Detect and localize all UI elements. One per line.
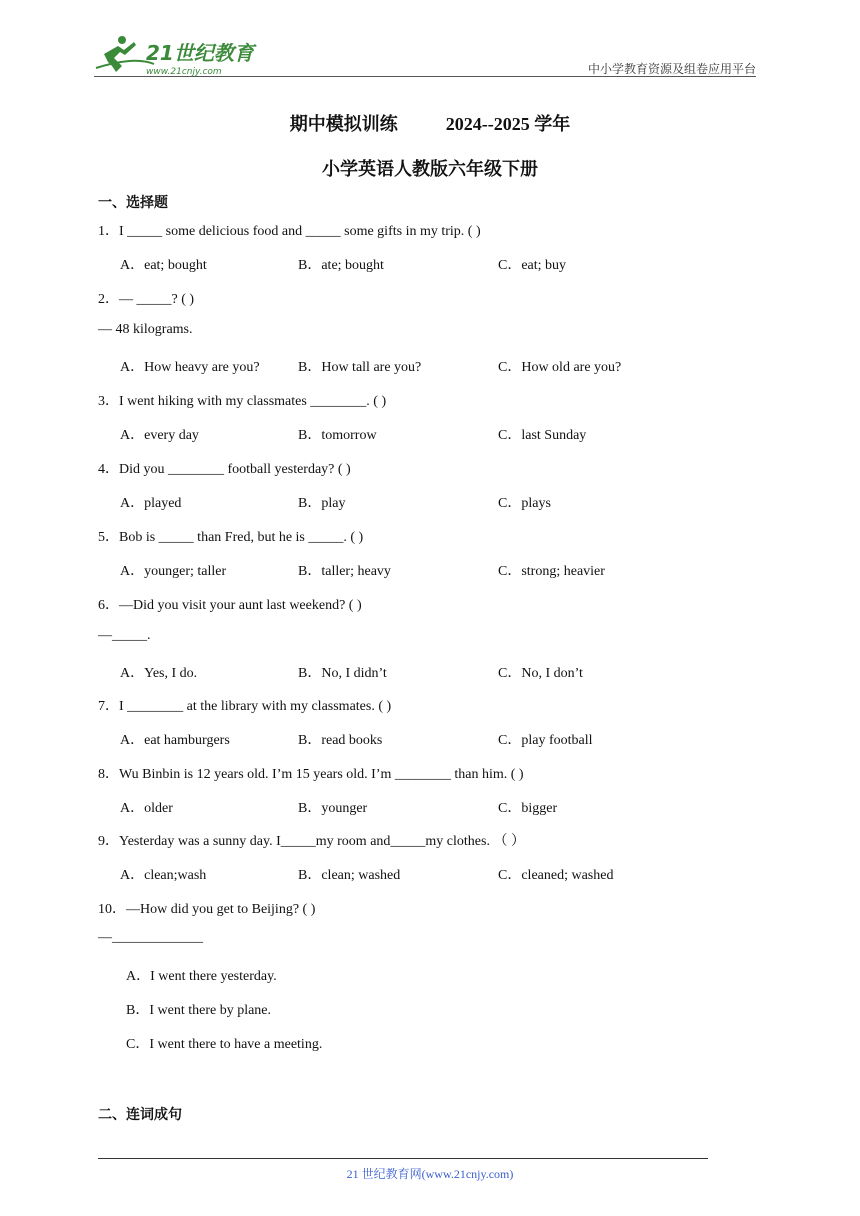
section-heading-choice: 一、选择题: [98, 196, 168, 211]
question-dialogue: — 48 kilograms.: [98, 322, 193, 337]
question-stem: 9．Yesterday was a sunny day. I_____my room and_____my clothes. （ ）: [98, 834, 525, 849]
option-a[interactable]: A．every day: [120, 428, 199, 443]
option-b[interactable]: B．No, I didn’t: [298, 666, 387, 681]
option-c[interactable]: C．How old are you?: [498, 360, 622, 375]
option-b[interactable]: B．I went there by plane.: [126, 1003, 272, 1018]
option-a[interactable]: A．clean;wash: [120, 868, 207, 883]
option-b[interactable]: B．clean; washed: [298, 868, 401, 883]
question-stem: 4．Did you ________ football yesterday? ( ): [98, 462, 351, 477]
question-dialogue: —_____.: [98, 628, 151, 643]
option-a[interactable]: A．older: [120, 801, 173, 816]
footer-link[interactable]: 21 世纪教育网(www.21cnjy.com): [346, 1167, 514, 1181]
option-c[interactable]: C．I went there to have a meeting.: [126, 1037, 323, 1052]
platform-name: 中小学教育资源及组卷应用平台: [587, 62, 756, 76]
option-c[interactable]: C．bigger: [498, 801, 558, 816]
question-stem: 6．—Did you visit your aunt last weekend? ( ): [98, 598, 362, 613]
option-a[interactable]: A．eat; bought: [120, 258, 207, 273]
option-b[interactable]: B．play: [298, 496, 346, 511]
option-a[interactable]: A．played: [120, 496, 182, 511]
option-b[interactable]: B．taller; heavy: [298, 564, 391, 579]
question-stem: 1．I _____ some delicious food and _____ some gifts in my trip. ( ): [98, 224, 481, 239]
option-b[interactable]: B．read books: [298, 733, 383, 748]
exam-title: [0, 110, 860, 136]
exam-subtitle: 小学英语人教版六年级下册: [322, 159, 538, 179]
option-b[interactable]: B．younger: [298, 801, 368, 816]
option-a[interactable]: A．How heavy are you?: [120, 360, 260, 375]
option-c[interactable]: C．cleaned; washed: [498, 868, 614, 883]
question-stem: 8．Wu Binbin is 12 years old. I’m 15 years old. I’m ________ than him. ( ): [98, 767, 524, 782]
option-b[interactable]: B．tomorrow: [298, 428, 377, 443]
option-c[interactable]: C．last Sunday: [498, 428, 587, 443]
question-dialogue: —_____________: [98, 930, 203, 945]
option-c[interactable]: C．strong; heavier: [498, 564, 605, 579]
option-b[interactable]: B．How tall are you?: [298, 360, 422, 375]
option-c[interactable]: C．plays: [498, 496, 551, 511]
exam-title-left: 期中模拟训练: [289, 114, 398, 134]
option-a[interactable]: A．eat hamburgers: [120, 733, 230, 748]
logo-text: 21世纪教育: [146, 41, 254, 65]
question-stem: 10．—How did you get to Beijing? ( ): [98, 902, 316, 917]
option-c[interactable]: C．eat; buy: [498, 258, 567, 273]
option-b[interactable]: B．ate; bought: [298, 258, 384, 273]
exam-title-year: 2024--2025 学年: [445, 114, 571, 134]
question-stem: 3．I went hiking with my classmates ________. ( ): [98, 394, 387, 409]
option-a[interactable]: A．Yes, I do.: [120, 666, 198, 681]
site-logo: [94, 34, 264, 78]
footer-divider: [98, 1158, 708, 1159]
option-a[interactable]: A．younger; taller: [120, 564, 227, 579]
option-a[interactable]: A．I went there yesterday.: [126, 969, 277, 984]
header-divider: [94, 76, 756, 77]
question-stem: 5．Bob is _____ than Fred, but he is _____. ( ): [98, 530, 364, 545]
option-c[interactable]: C．No, I don’t: [498, 666, 583, 681]
section-heading-sentence: 二、连词成句: [98, 1108, 182, 1123]
question-stem: 7．I ________ at the library with my classmates. ( ): [98, 699, 392, 714]
question-stem: 2．— _____? ( ): [98, 292, 195, 307]
logo-url: www.21cnjy.com: [146, 67, 222, 77]
option-c[interactable]: C．play football: [498, 733, 593, 748]
